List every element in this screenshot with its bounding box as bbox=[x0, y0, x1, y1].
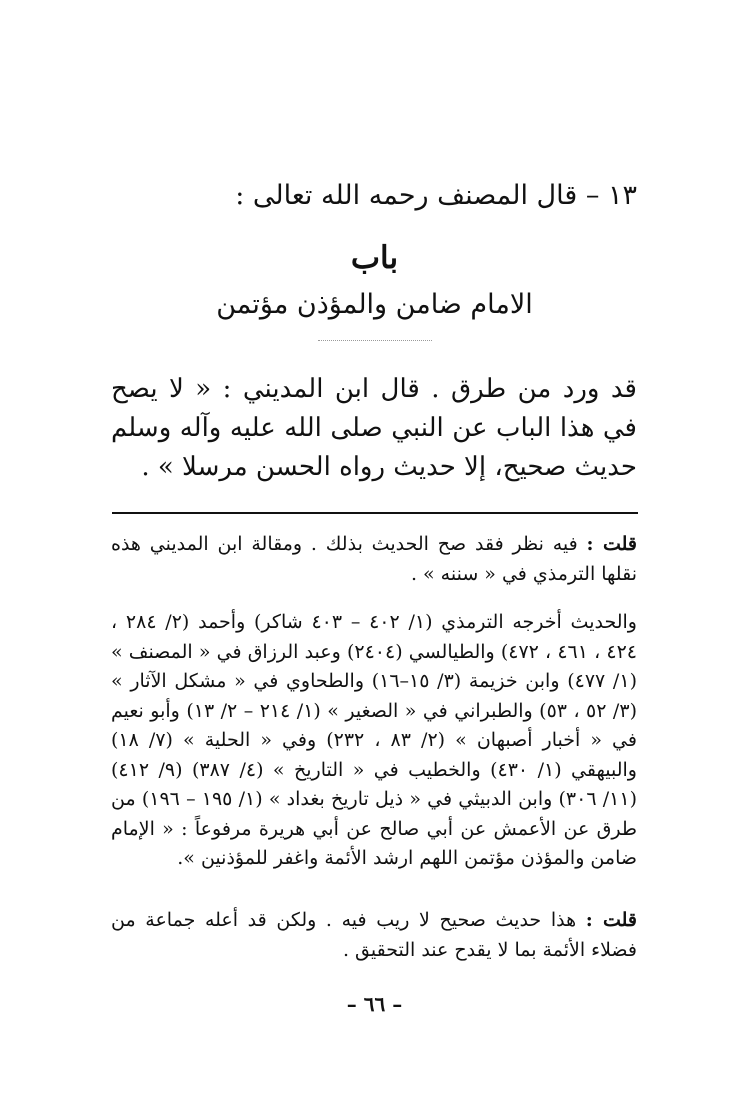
footnote-text: فيه نظر فقد صح الحديث بذلك . ومقالة ابن المديني هذه نقلها الترمذي في « سننه » . bbox=[111, 533, 637, 585]
section-heading: ١٣ – قال المصنف رحمه الله تعالى : bbox=[235, 180, 637, 211]
main-paragraph: قد ورد من طرق . قال ابن المديني : « لا يصح في هذا الباب عن النبي صلى الله عليه وآله وسلم حديث صحيح، إلا حديث رواه الحسن مرسلا » . bbox=[111, 374, 637, 482]
footnote-third bbox=[111, 906, 637, 965]
footnote-keyword: قلت : bbox=[585, 909, 637, 931]
chapter-title: الامام ضامن والمؤذن مؤتمن bbox=[216, 289, 533, 320]
title-divider bbox=[318, 340, 432, 341]
bab-title: باب bbox=[350, 240, 399, 276]
footnote-keyword: قلت : bbox=[586, 533, 637, 555]
footnote-text: والحديث أخرجه الترمذي (١/ ٤٠٢ – ٤٠٣ شاكر) وأحمد (٢/ ٢٨٤ ، ٤٢٤ ، ٤٦١ ، ٤٧٢) والطيالسي (٢٤٠٤) وعبد الرزاق في « المصنف » (١/ ٤٧٧) وابن خزيمة (٣/ ١٥–١٦) والطحاوي في « مشكل الآثار » (٣/ ٥٢ ، ٥٣) والطبراني في « الصغير » (١/ ٢١٤ – ٢/ ١٣) وأبو نعيم في « أخبار أصبهان » (٢/ ٨٣ ، ٢٣٢) وفي « الحلية » (٧/ ١٨) والبيهقي (١/ ٤٣٠) والخطيب في « التاريخ » (٤/ ٣٨٧) (٩/ ٤١٢) (١١/ ٣٠٦) وابن الدبيثي في « ذيل تاريخ بغداد » (١/ ١٩٥ – ١٩٦) من طرق عن الأعمش عن أبي صالح عن أبي هريرة مرفوعاً : « الإمام ضامن والمؤذن مؤتمن اللهم ارشد الأئمة واغفر للمؤذنين ». bbox=[111, 611, 638, 869]
footnote-first bbox=[111, 530, 637, 589]
page-number: – ٦٦ – bbox=[346, 992, 403, 1016]
footnote-takhrij bbox=[111, 608, 637, 874]
footnote-divider bbox=[112, 512, 638, 514]
footnote-text: هذا حديث صحيح لا ريب فيه . ولكن قد أعله جماعة من فضلاء الأئمة بما لا يقدح عند التحقيق . bbox=[111, 909, 637, 961]
